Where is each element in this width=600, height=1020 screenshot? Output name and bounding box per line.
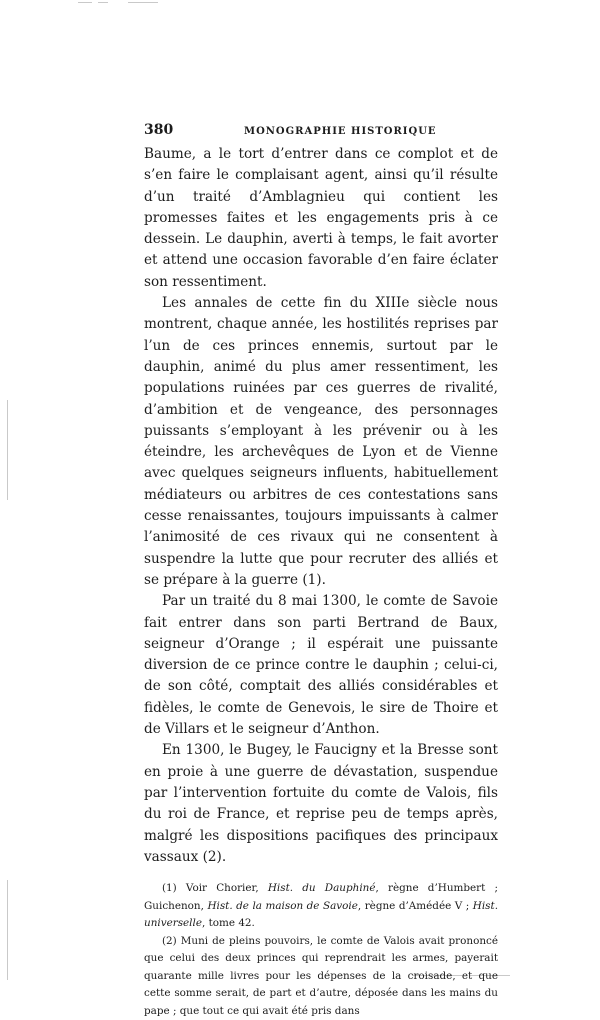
cited-work: Hist. du Dauphiné (267, 882, 376, 895)
scan-edge-mark (128, 2, 158, 3)
paragraph: En 1300, le Bugey, le Faucigny et la Bresse sont en proie à une guerre de dévastation, suspendue par l’intervention fortuite du comte de Valois, fils du roi de France, et reprise peu de temps après, malgré les dispositions pacifiques des principaux vassaux (2). (144, 742, 498, 865)
footnote-1: (1) Voir Chorier, Hist. du Dauphiné, règne d’Humbert ; Guichenon, Hist. de la maison de Savoie, règne d’Amédée V ; Hist. universelle, tome 42. (144, 882, 499, 930)
cited-work: Hist. universelle (144, 899, 498, 930)
footnotes (144, 880, 498, 1020)
running-head (144, 122, 498, 144)
body-text (144, 144, 498, 868)
footnote-2: (2) Muni de pleins pouvoirs, le comte de Valois avait prononcé que celui des deux princes qui reprendrait les armes, payerait quarante mille livres pour les dépenses de la croisade, et que cette somme serait, de part et d’autre, déposée dans les mains du pape ; que tout ce qui avait été pris dans (144, 934, 498, 1017)
paragraph: Les annales de cette fin du XIIIe siècle nous montrent, chaque année, les hostilités reprises par l’un de ces princes ennemis, surtout par le dauphin, animé du plus amer ressentiment, les populations ruinées par ces guerres de rivalité, d’ambition et de vengeance, des personnages puissants s’employant à les prévenir ou à les éteindre, les archevêques de Lyon et de Vienne avec quelques seigneurs influents, habituellement médiateurs ou arbitres de ces contestations sans cesse renaissantes, toujours impuissants à calmer l’animosité de ces rivaux qui ne consentent à suspendre la lutte que pour recruter des alliés et se prépare à la guerre (1). (144, 295, 498, 588)
page-number: 380 (144, 122, 174, 138)
running-title: MONOGRAPHIE HISTORIQUE (244, 126, 437, 137)
paragraph: Baume, a le tort d’entrer dans ce complot et de s’en faire le complaisant agent, ainsi qu’il résulte d’un traité d’Amblagnieu qui contient les promesses faites et les engagements pris à ce dessein. Le dauphin, averti à temps, le fait avorter et attend une occasion favorable d’en faire éclater son ressentiment. (144, 146, 498, 290)
scan-edge-mark (7, 400, 8, 500)
book-page (144, 122, 498, 1020)
scan-edge-mark (98, 2, 108, 3)
scan-edge-mark (78, 2, 92, 3)
paragraph: Par un traité du 8 mai 1300, le comte de Savoie fait entrer dans son parti Bertrand de Baux, seigneur d’Orange ; il espérait une puissante diversion de ce prince contre le dauphin ; celui-ci, de son côté, comptait des alliés considérables et fidèles, le comte de Genevois, le sire de Thoire et de Villars et le seigneur d’Anthon. (144, 593, 498, 738)
cited-work: Hist. de la maison de Savoie (207, 899, 358, 912)
scan-edge-mark (7, 880, 8, 980)
